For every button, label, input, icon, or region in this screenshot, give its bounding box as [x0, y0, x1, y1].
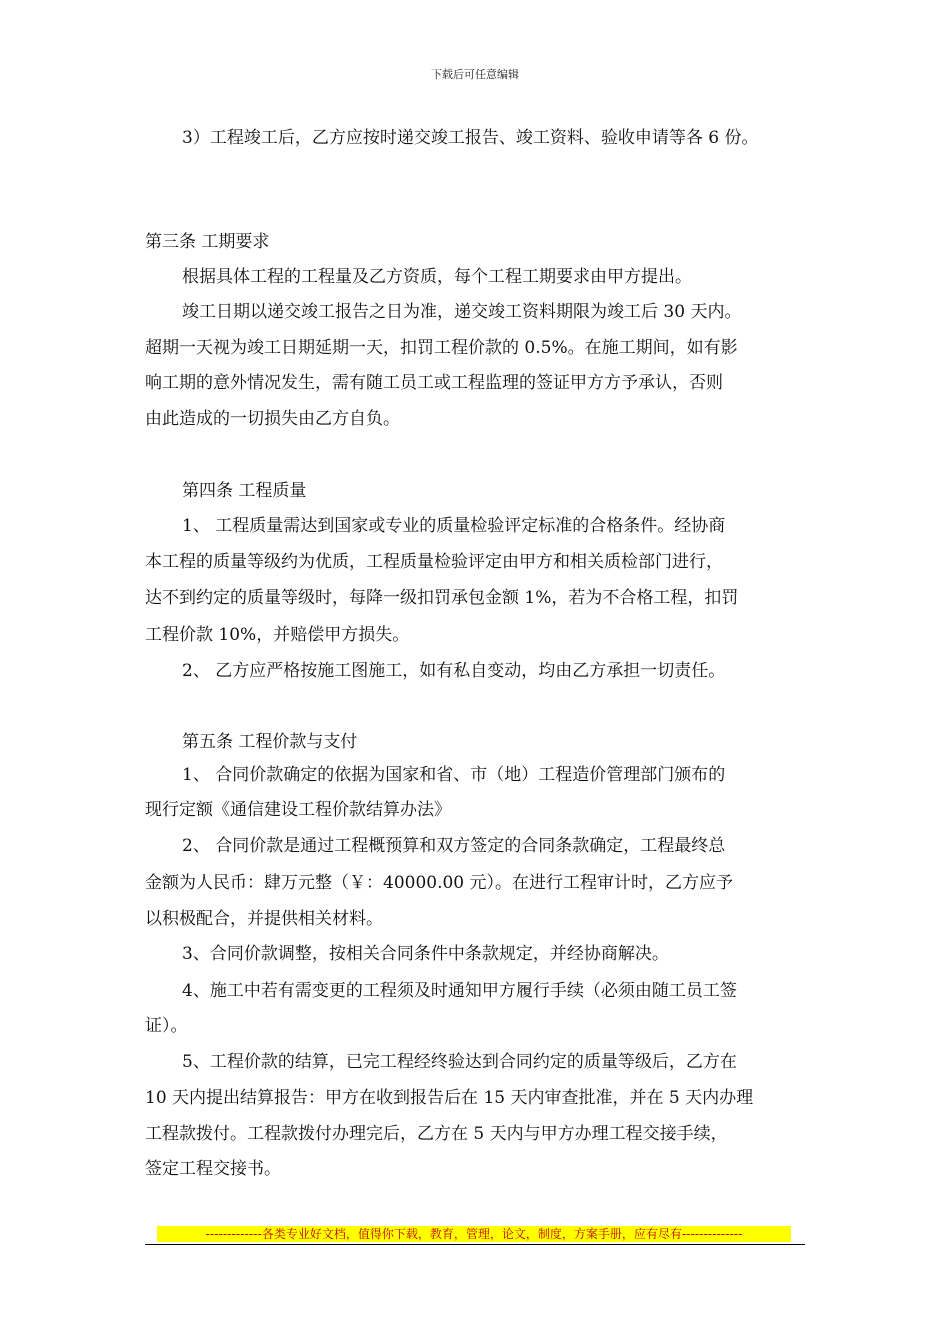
header-note: 下载后可任意编辑: [431, 68, 519, 81]
article-5-item-1-line-1: 1、 合同价款确定的依据为国家和省、市（地）工程造价管理部门颁布的: [182, 765, 726, 785]
article-5-item-5-line-2: 10 天内提出结算报告：甲方在收到报告后在 15 天内审查批准，并在 5 天内办理: [145, 1088, 754, 1108]
article-4-item-1-line-4: 工程价款 10%，并赔偿甲方损失。: [145, 625, 410, 645]
article-5-item-4-line-2: 证）。: [145, 1016, 188, 1036]
article-5-item-3: 3、合同价款调整，按相关合同条件中条款规定，并经协商解决。: [182, 944, 669, 964]
clause-2-item-3: 3）工程竣工后，乙方应按时递交竣工报告、竣工资料、验收申请等各 6 份。: [182, 128, 759, 148]
article-4-heading: 第四条 工程质量: [182, 481, 307, 501]
article-3-para-2-line-2: 超期一天视为竣工日期延期一天，扣罚工程价款的 0.5%。在施工期间，如有影: [145, 338, 738, 358]
article-4-item-2: 2、 乙方应严格按施工图施工，如有私自变动，均由乙方承担一切责任。: [182, 661, 726, 681]
article-5-item-2-line-1: 2、 合同价款是通过工程概预算和双方签定的合同条款确定，工程最终总: [182, 836, 726, 856]
article-4-item-1-line-3: 达不到约定的质量等级时，每降一级扣罚承包金额 1%，若为不合格工程，扣罚: [145, 588, 739, 608]
article-5-item-1-line-2: 现行定额《通信建设工程价款结算办法》: [145, 800, 451, 820]
article-5-heading: 第五条 工程价款与支付: [182, 732, 358, 752]
article-5-item-2-line-3: 以积极配合，并提供相关材料。: [145, 909, 383, 929]
footer-divider: [145, 1244, 805, 1245]
article-4-item-1-line-2: 本工程的质量等级约为优质，工程质量检验评定由甲方和相关质检部门进行，: [145, 552, 723, 572]
article-5-item-5-line-1: 5、工程价款的结算，已完工程经终验达到合同约定的质量等级后，乙方在: [182, 1052, 737, 1072]
article-3-para-2-line-4: 由此造成的一切损失由乙方自负。: [145, 409, 400, 429]
article-5-item-2-line-2: 金额为人民币：肆万元整（￥：40000.00 元）。在进行工程审计时，乙方应予: [145, 873, 734, 893]
article-3-para-2-line-1: 竣工日期以递交竣工报告之日为准，递交竣工资料期限为竣工后 30 天内。: [182, 302, 742, 322]
footer-banner: -------------各类专业好文档，值得你下载，教育，管理，论文，制度，方案手册，应有尽有--------------: [157, 1226, 791, 1242]
article-5-item-4-line-1: 4、施工中若有需变更的工程须及时通知甲方履行手续（必须由随工员工签: [182, 981, 737, 1001]
article-5-item-5-line-3: 工程款拨付。工程款拨付办理完后，乙方在 5 天内与甲方办理工程交接手续，: [145, 1124, 728, 1144]
article-4-item-1-line-1: 1、 工程质量需达到国家或专业的质量检验评定标准的合格条件。经协商: [182, 516, 726, 536]
article-5-item-5-line-4: 签定工程交接书。: [145, 1159, 281, 1179]
article-3-para-2-line-3: 响工期的意外情况发生，需有随工员工或工程监理的签证甲方方予承认，否则: [145, 373, 723, 393]
article-3-heading: 第三条 工期要求: [145, 232, 270, 252]
article-3-para-1: 根据具体工程的工程量及乙方资质，每个工程工期要求由甲方提出。: [182, 267, 692, 287]
